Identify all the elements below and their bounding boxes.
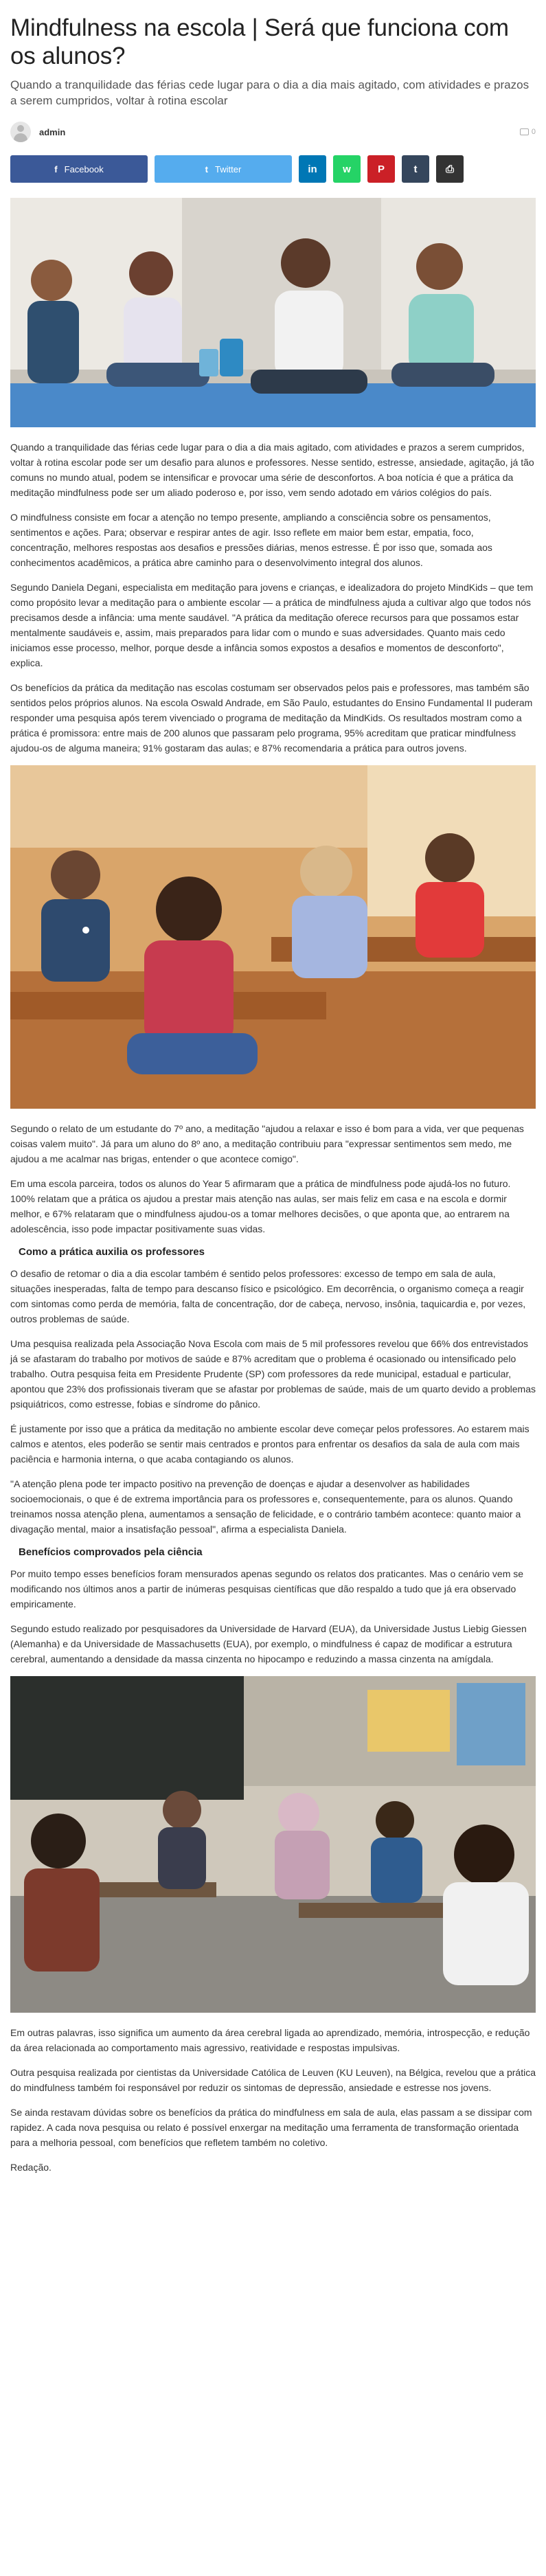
share-bar xyxy=(10,155,536,183)
facebook-share-button[interactable] xyxy=(10,155,148,183)
twitter-icon: t xyxy=(205,163,209,174)
paragraph-7: O desafio de retomar o dia a dia escolar também é sentido pelos professores: excesso de tempo em sala de aula, situações inesperadas, falta de tempo para descanso físico e psicológico. Em decorrência, o organismo começa a reagir com sintomas como perda de memória, falta de concentração, dor de cabeça, nervoso, insônia, taquicardia e, por vezes, outros problemas de saúde. xyxy=(10,1268,526,1324)
paragraph-12: Segundo estudo realizado por pesquisadores da Universidade de Harvard (EUA), da Universidade Justus Liebig Giessen (Alemanha) e da Universidade de Massachusetts (EUA), por exemplo, o mindfulness é capaz de modificar a estrutura cerebral, aumentando a densidade da massa cinzenta no hipocampo e reduzindo a massa cinzenta na amígdala. xyxy=(10,1623,527,1664)
comment-count[interactable] xyxy=(520,128,536,136)
paragraph-8: Uma pesquisa realizada pela Associação Nova Escola com mais de 5 mil professores revelou que 66% dos entrevistados já se afastaram do trabalho por motivos de saúde e 87% acreditam que o problema é ocasionado ou intensificado pelo trabalho. Outra pesquisa feita em Presidente Prudente (SP) com professores da rede municipal, estadual e particular, apontou que 23% dos profissionais tiveram que se afastar por problemas de saúde, mais de um quarto devido a problemas psiquiátricos, como estresse, fobias e síndrome do pânico. xyxy=(10,1338,536,1410)
whatsapp-share-button[interactable] xyxy=(333,155,361,183)
tumblr-icon: t xyxy=(413,163,418,175)
classroom-image xyxy=(10,765,536,1109)
tumblr-share-button[interactable] xyxy=(402,155,429,183)
paragraph-14: Outra pesquisa realizada por cientistas da Universidade Católica de Leuven (KU Leuven), na Bélgica, revelou que a prática do mindfulness também foi responsável por reduzir os sintomas de depressão, ansiedade e estresse nos jovens. xyxy=(10,2067,536,2093)
comment-icon xyxy=(520,128,529,135)
paragraph-4: Os benefícios da prática da meditação nas escolas costumam ser observados pelos pais e professores, mas também são sentidos pelos próprios alunos. Na escola Oswald Andrade, em São Paulo, estudantes do Ensino Fundamental II puderam responder uma pesquisa após terem vivenciado o programa de meditação da MindKids. Os resultados mostram como a prática é promissora: entre mais de 200 alunos que passaram pelo programa, 95% acreditam que praticar mindfulness ajudou-os de alguma maneira; 91% gostaram das aulas; e 87% recomendaria a prática para outros jovens. xyxy=(10,682,533,754)
paragraph-13: Em outras palavras, isso significa um aumento da área cerebral ligada ao aprendizado, memória, introspecção, e redução da área relacionada ao comportamento mais agressivo, reatividade e respostas impulsivas. xyxy=(10,2027,530,2053)
paragraph-15: Se ainda restavam dúvidas sobre os benefícios da prática do mindfulness em sala de aula, elas passam a se dissipar com rapidez. A cada nova pesquisa ou relato é possível enxergar na meditação uma ferramenta de transformação orientada para a melhoria pessoal, com benefícios que refletem também no coletivo. xyxy=(10,2107,532,2148)
paragraph-11: Por muito tempo esses benefícios foram mensurados apenas segundo os relatos dos praticantes. Mas o cenário vem se modificando nos últimos anos a partir de inúmeras pesquisas científicas que dão respaldo a tudo que já era observado empiricamente. xyxy=(10,1568,524,1609)
paragraph-6: Em uma escola parceira, todos os alunos do Year 5 afirmaram que a prática de mindfulness pode ajudá-los no futuro. 100% relatam que a prática os ajudou a prestar mais atenção nas aulas, ser mais feliz em casa e na escola e dormir melhor, e 67% relataram que o mindfulness ajudou-os a tomar melhores decisões, o que aponta que, ao entrarem na adolescência, isso pode impactar positivamente suas vidas. xyxy=(10,1178,511,1234)
linkedin-icon: in xyxy=(308,163,317,175)
linkedin-share-button[interactable] xyxy=(299,155,326,183)
author-link[interactable]: admin xyxy=(39,126,66,137)
section-heading-teachers: Como a prática auxilia os professores xyxy=(19,1246,205,1258)
print-icon: ⎙ xyxy=(445,163,454,175)
hero-image xyxy=(10,198,536,427)
section-heading-science: Benefícios comprovados pela ciência xyxy=(19,1546,203,1558)
twitter-share-label: Twitter xyxy=(215,163,242,174)
paragraph-10: "A atenção plena pode ter impacto positivo na prevenção de doenças e ajudar a desenvolver as habilidades socioemocionais, o que é de extrema importância para os professores e, consequentemente, para os alunos. Quando treinamos nossa atenção plena, aumentamos a sensação de felicidade, e o contrário também acontece: quanto maior a divagação mental, maior a insatisfação pessoal", afirma a especialista Daniela. xyxy=(10,1478,521,1535)
article-subtitle: Quando a tranquilidade das férias cede lugar para o dia a dia mais agitado, com atividades e prazos a serem cumpridos, voltar à rotina escolar xyxy=(10,78,530,107)
whatsapp-icon: w xyxy=(343,163,351,175)
paragraph-3: Segundo Daniela Degani, especialista em meditação para jovens e crianças, e idealizadora do projeto MindKids – que tem como propósito levar a meditação para o ambiente escolar — a prática de mindfulness ajuda a cultivar algo que todos nós precisamos desde a infância: uma mente saudável. "A prática da meditação oferece recursos para que possamos estar mentalmente saudáveis e, assim, mais preparados para lidar com o mundo e suas adversidades. Quanto mais cedo iniciamos esse processo, melhor, porque desde a infância somos expostos a desafios e momentos de desconforto", explica. xyxy=(10,582,534,668)
twitter-share-button[interactable] xyxy=(155,155,292,183)
students-image xyxy=(10,1676,536,2013)
avatar[interactable] xyxy=(10,122,31,142)
signature: Redação. xyxy=(10,2162,52,2173)
paragraph-5: Segundo o relato de um estudante do 7º ano, a meditação "ajudou a relaxar e isso é bom para a vida, ver que pequenas coisas valem muito". Já para um aluno do 8º ano, a meditação contribuiu para "expressar sentimentos sem medo, me ajudou a me acalmar nas brigas, entender o que acontece comigo". xyxy=(10,1123,524,1164)
comment-count-value: 0 xyxy=(531,128,536,136)
pinterest-icon: P xyxy=(377,163,385,175)
article-meta xyxy=(10,121,536,143)
facebook-icon: f xyxy=(54,163,58,174)
print-button[interactable] xyxy=(436,155,464,183)
facebook-share-label: Facebook xyxy=(64,163,104,174)
paragraph-2: O mindfulness consiste em focar a atenção no tempo presente, ampliando a consciência sobre os pensamentos, sentimentos e ações. Para; observar e respirar antes de agir. Isso reflete em maior bem estar, empatia, foco, concentração, melhores respostas aos desafios e pressões diárias, menos estresse. É por isso que, somada aos conhecimentos acadêmicos, a prática abre caminho para o desenvolvimento integral dos alunos. xyxy=(10,512,492,568)
paragraph-9: É justamente por isso que a prática da meditação no ambiente escolar deve começar pelos professores. Ao estarem mais calmos e atentos, eles poderão se sentir mais centrados e prontos para enfrentar os desafios da sala de aula com mais paciência e harmonia interna, o que acaba contagiando os alunos. xyxy=(10,1423,530,1465)
page-title: Mindfulness na escola | Será que funciona com os alunos? xyxy=(10,14,509,69)
paragraph-1: Quando a tranquilidade das férias cede lugar para o dia a dia mais agitado, com atividades e prazos a serem cumpridos, voltar à rotina escolar pode ser um desafio para alunos e professores. Nesse sentido, estresse, ansiedade, agitação, já tão comuns no mundo atual, podem se intensificar e provocar uma série de desconfortos. A boa notícia é que a prática da meditação mindfulness pode ser um aliado poderoso e, por isso, vem sendo adotado em vários colégios do país. xyxy=(10,442,534,498)
pinterest-share-button[interactable] xyxy=(367,155,395,183)
